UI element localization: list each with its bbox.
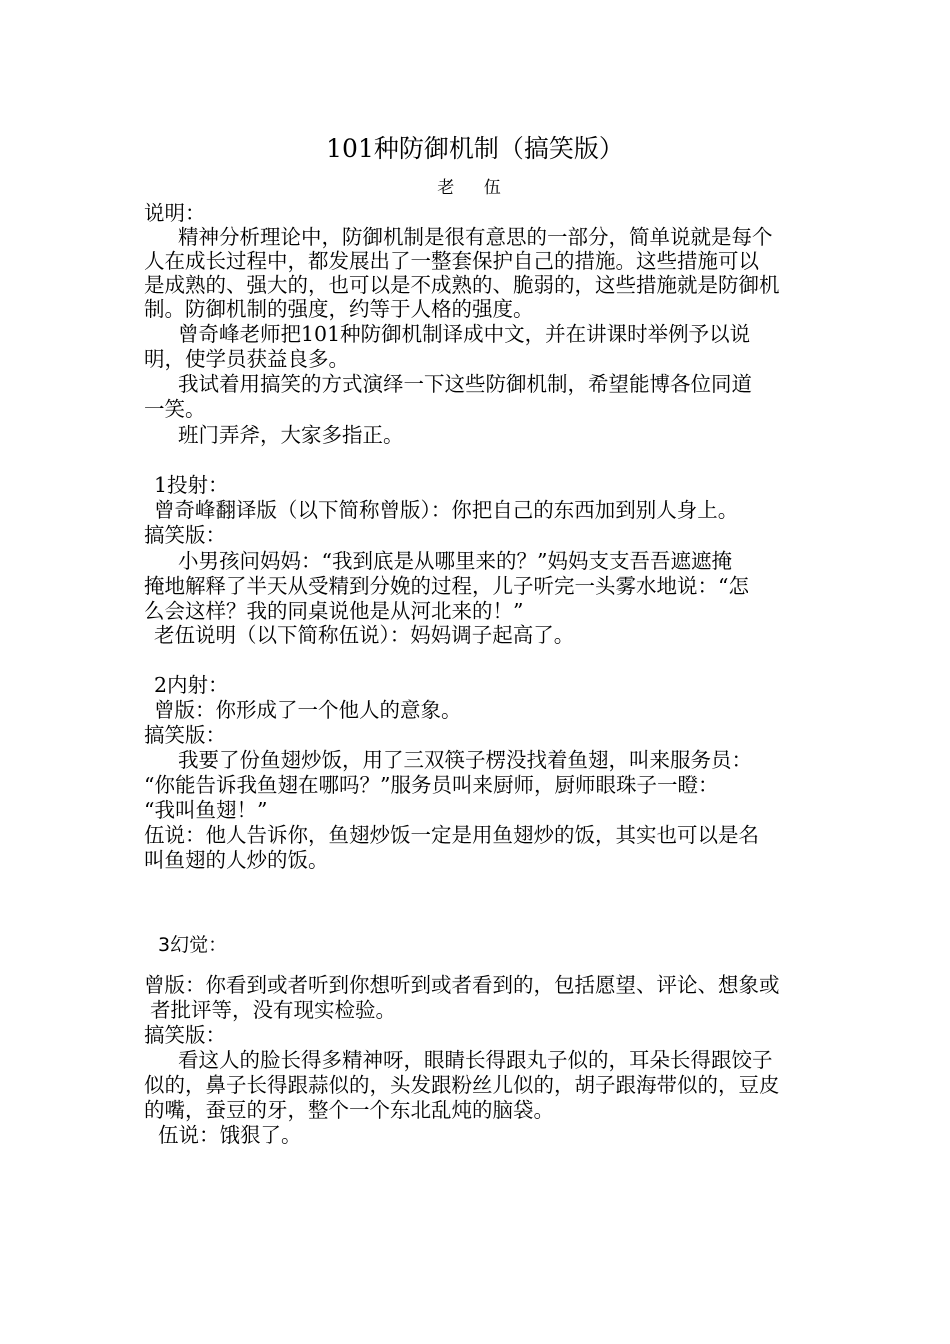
section-definition: 曾版：你形成了一个他人的意象。 <box>154 698 462 722</box>
section-note: 老伍说明（以下简称伍说）：妈妈调子起高了。 <box>154 623 575 647</box>
intro-line: 人在成长过程中，都发展出了一整套保护自己的措施。这些措施可以 <box>144 249 759 273</box>
story-line: 看这人的脸长得多精神呀，眼睛长得跟丸子似的，耳朵长得跟饺子 <box>178 1048 773 1072</box>
section-heading: 2内射： <box>154 673 229 697</box>
story-line: 小男孩问妈妈：“我到底是从哪里来的？”妈妈支支吾吾遮遮掩 <box>178 549 732 573</box>
intro-line: 制。防御机制的强度，约等于人格的强度。 <box>144 297 534 321</box>
section-definition: 曾版：你看到或者听到你想听到或者看到的，包括愿望、评论、想象或 <box>144 973 780 997</box>
intro-line: 曾奇峰老师把101种防御机制译成中文，并在讲课时举例予以说 <box>178 322 751 346</box>
section-note: 叫鱼翅的人炒的饭。 <box>144 848 329 872</box>
section-note: 伍说：他人告诉你，鱼翅炒饭一定是用鱼翅炒的饭，其实也可以是名 <box>144 823 759 847</box>
story-line: “我叫鱼翅！” <box>144 798 268 822</box>
funny-label: 搞笑版： <box>144 1023 226 1047</box>
document-title: 101种防御机制（搞笑版） <box>326 134 624 163</box>
story-line: 我要了份鱼翅炒饭，用了三双筷子楞没找着鱼翅，叫来服务员： <box>178 748 752 772</box>
intro-line: 我试着用搞笑的方式演绎一下这些防御机制，希望能博各位同道 <box>178 372 752 396</box>
intro-line: 一笑。 <box>144 397 206 421</box>
intro-line: 班门弄斧，大家多指正。 <box>178 423 404 447</box>
section-note: 伍说：饿狠了。 <box>158 1123 302 1147</box>
section-heading: 1投射： <box>154 473 229 497</box>
story-line: 么会这样？我的同桌说他是从河北来的！” <box>144 599 524 623</box>
intro-line: 是成熟的、强大的，也可以是不成熟的、脆弱的，这些措施就是防御机 <box>144 273 780 297</box>
section-definition: 曾奇峰翻译版（以下简称曾版）：你把自己的东西加到别人身上。 <box>154 498 739 522</box>
section-definition: 者批评等，没有现实检验。 <box>150 998 396 1022</box>
funny-label: 搞笑版： <box>144 523 226 547</box>
author-name: 老 伍 <box>437 178 513 198</box>
story-line: 似的，鼻子长得跟蒜似的，头发跟粉丝儿似的，胡子跟海带似的，豆皮 <box>144 1073 780 1097</box>
intro-label: 说明： <box>144 201 206 225</box>
intro-line: 明，使学员获益良多。 <box>144 347 349 371</box>
section-heading: 3幻觉： <box>158 934 228 956</box>
funny-label: 搞笑版： <box>144 723 226 747</box>
story-line: “你能告诉我鱼翅在哪吗？”服务员叫来厨师，厨师眼珠子一瞪： <box>144 773 719 797</box>
story-line: 掩地解释了半天从受精到分娩的过程，儿子听完一头雾水地说：“怎 <box>144 574 749 598</box>
story-line: 的嘴，蚕豆的牙，整个一个东北乱炖的脑袋。 <box>144 1098 554 1122</box>
intro-line: 精神分析理论中，防御机制是很有意思的一部分，简单说就是每个 <box>178 225 773 249</box>
